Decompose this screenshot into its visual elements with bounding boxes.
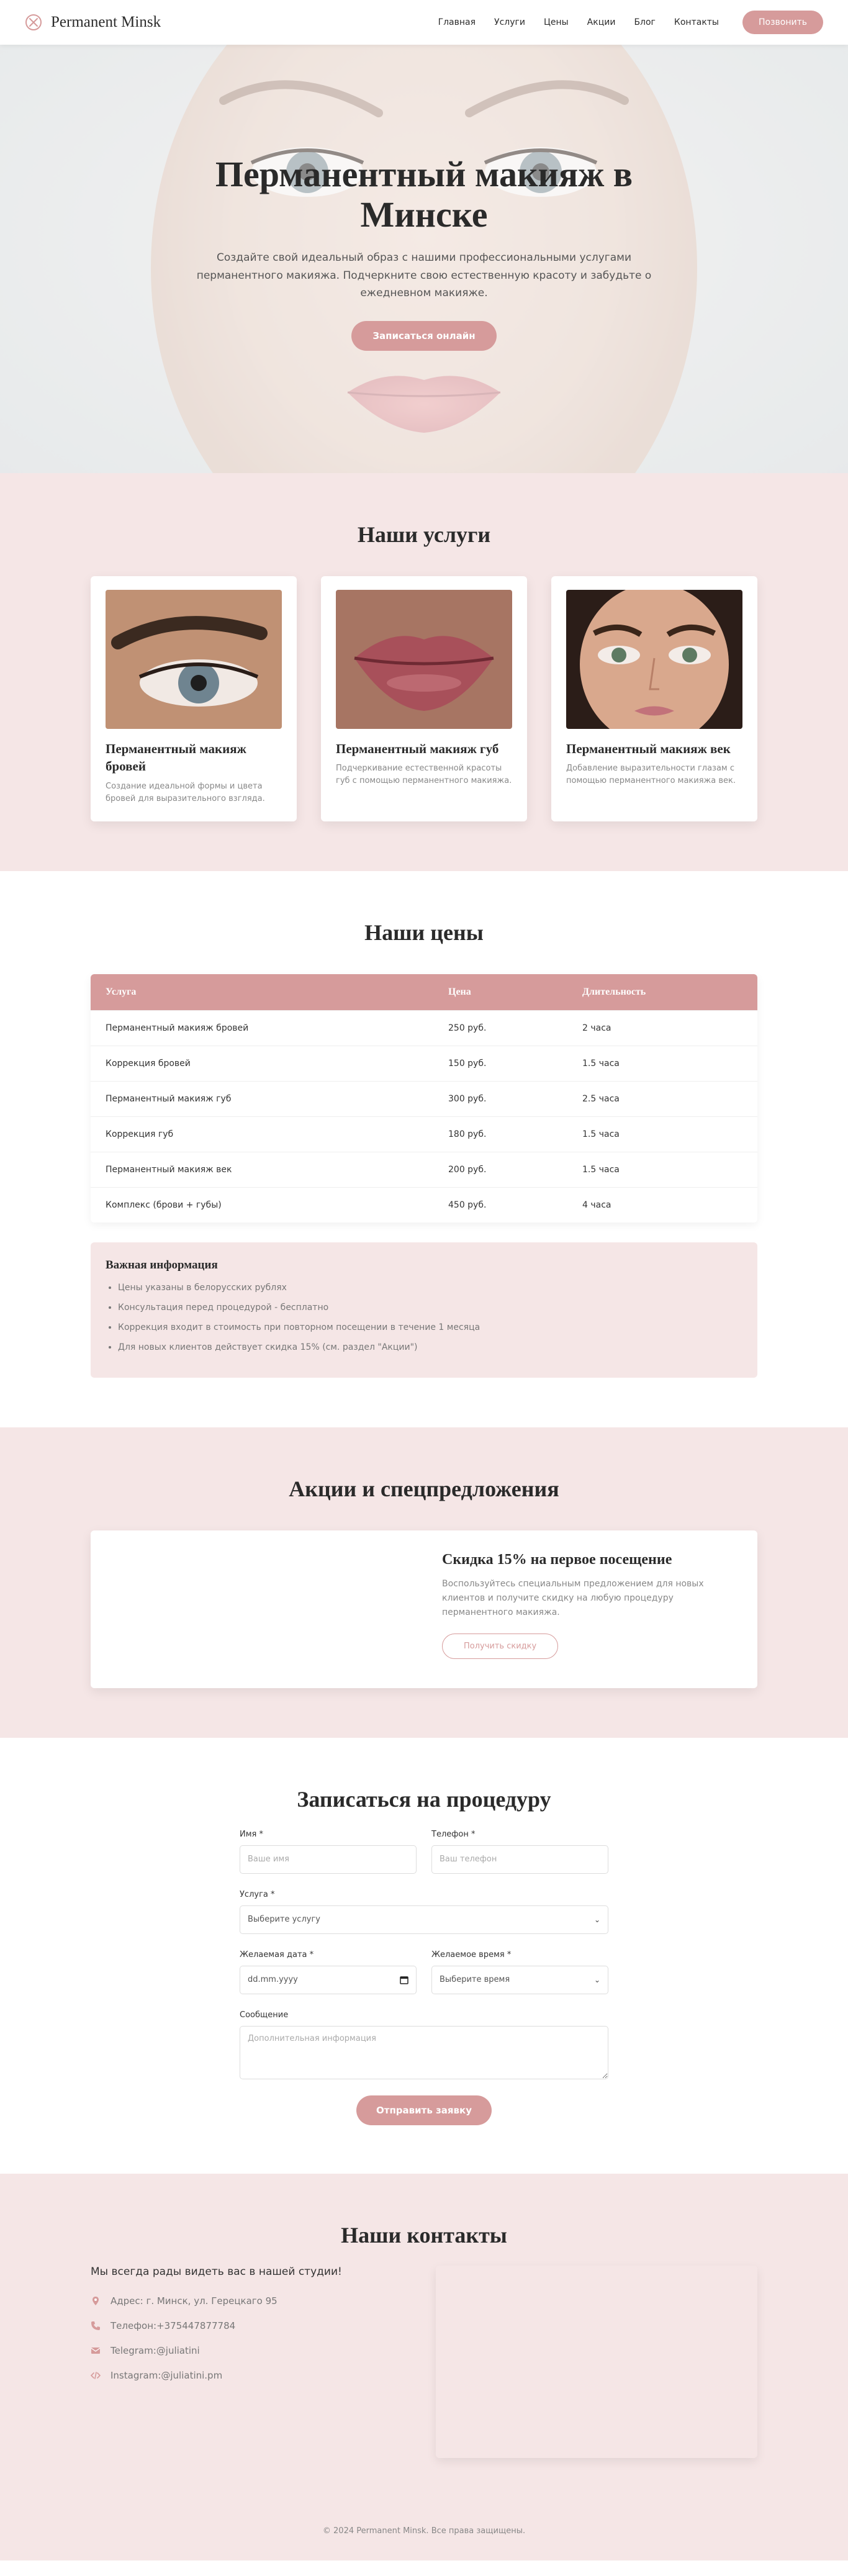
time-select-value: Выберите время [440, 1975, 510, 1985]
info-title: Важная информация [106, 1258, 218, 1272]
list-item: • Для новых клиентов действует скидка 15% (см. раздел "Акции") [118, 1343, 742, 1352]
booking-section [0, 1738, 848, 2174]
contact-address: Адрес: г. Минск, ул. Герецкаго 95 [91, 2295, 401, 2307]
service-label: Услуга * [240, 1889, 275, 1899]
service-title: Перманентный макияж век [566, 741, 731, 756]
service-desc: Добавление выразительности глазам с помощью перманентного макияжа век. [566, 764, 736, 786]
services-title: Наши услуги [357, 522, 491, 547]
price-table [91, 974, 757, 1222]
eyelids-image [566, 590, 742, 729]
service-desc: Подчеркивание естественной красоты губ с помощью перманентного макияжа. [336, 764, 512, 786]
contact-info [91, 2266, 401, 2458]
nav-promo[interactable]: Акции [587, 17, 616, 27]
contact-instagram[interactable]: Instagram:@juliatini.pm [91, 2370, 401, 2381]
services-list [91, 576, 757, 821]
main-nav [438, 11, 823, 34]
hero-text: Создайте свой идеальный образ с нашими профессиональными услугами перманентного макияжа. Подчеркните свою естественную красоту и забудьте о ежедневном макияже. [196, 251, 652, 300]
map-placeholder[interactable] [436, 2266, 757, 2458]
table-row: Перманентный макияж губ 300 руб. 2.5 часа [91, 1081, 757, 1116]
nav-services[interactable]: Услуги [494, 17, 525, 27]
hero-section [0, 45, 848, 473]
prices-section [0, 871, 848, 1427]
code-icon [91, 2370, 101, 2380]
envelope-icon [91, 2346, 101, 2356]
table-row: Коррекция бровей 150 руб. 1.5 часа [91, 1046, 757, 1081]
services-section [0, 473, 848, 871]
chevron-down-icon: ⌄ [593, 1915, 600, 1924]
phone-icon [91, 2321, 101, 2331]
submit-button[interactable]: Отправить заявку [356, 2095, 492, 2125]
promo-image [91, 1530, 442, 1688]
name-input[interactable] [240, 1845, 417, 1874]
map-pin-icon [91, 2296, 101, 2306]
nav-contacts[interactable]: Контакты [674, 17, 719, 27]
booking-title: Записаться на процедуру [297, 1786, 551, 1812]
lips-image [336, 590, 512, 729]
prices-title: Наши цены [364, 920, 484, 945]
promo-card-text: Воспользуйтесь специальным предложением для новых клиентов и получите скидку на любую процедуру перманентного макияжа. [442, 1578, 704, 1618]
chevron-down-icon: ⌄ [593, 1975, 600, 1984]
phone-input[interactable] [431, 1845, 608, 1874]
brand-name: Permanent Minsk [51, 14, 161, 30]
nav-home[interactable]: Главная [438, 17, 476, 27]
contacts-section [0, 2174, 848, 2560]
service-select-value: Выберите услугу [248, 1915, 320, 1925]
message-label: Сообщение [240, 2010, 289, 2020]
get-discount-button[interactable]: Получить скидку [442, 1634, 558, 1659]
date-input[interactable] [240, 1966, 417, 1994]
hero-title: Перманентный макияж в Минске [215, 153, 633, 235]
list-item: • Коррекция входит в стоимость при повторном посещении в течение 1 месяца [118, 1323, 742, 1332]
copyright-text: © 2024 Permanent Minsk. Все права защищены. [322, 2526, 526, 2536]
col-price: Цена [433, 974, 567, 1011]
service-card-brows[interactable] [91, 576, 297, 821]
promo-section [0, 1427, 848, 1738]
table-row: Перманентный макияж век 200 руб. 1.5 часа [91, 1152, 757, 1187]
nav-blog[interactable]: Блог [634, 17, 656, 27]
list-item: • Цены указаны в белорусских рублях [118, 1283, 742, 1292]
contact-phone[interactable]: Телефон:+375447877784 [91, 2320, 401, 2331]
time-select[interactable] [431, 1966, 608, 1994]
phone-label: Телефон * [431, 1829, 476, 1839]
promo-card-title: Скидка 15% на первое посещение [442, 1551, 672, 1568]
list-item: • Консультация перед процедурой - бесплатно [118, 1303, 742, 1312]
service-card-lips[interactable] [321, 576, 527, 821]
hero-content [188, 155, 660, 351]
promo-card [91, 1530, 757, 1688]
table-row: Комплекс (брови + губы) 450 руб. 4 часа [91, 1187, 757, 1222]
nav-prices[interactable]: Цены [543, 17, 569, 27]
date-label: Желаемая дата * [240, 1950, 314, 1959]
contacts-intro: Мы всегда рады видеть вас в нашей студии! [91, 2265, 342, 2278]
promo-title: Акции и спецпредложения [289, 1476, 559, 1501]
message-textarea[interactable] [240, 2026, 608, 2079]
service-select[interactable] [240, 1905, 608, 1934]
booking-form [240, 1830, 608, 2125]
important-info-box [91, 1242, 757, 1378]
info-list [106, 1283, 742, 1352]
service-title: Перманентный макияж губ [336, 741, 499, 756]
name-label: Имя * [240, 1829, 263, 1839]
time-label: Желаемое время * [431, 1950, 512, 1959]
call-button[interactable]: Позвонить [742, 11, 823, 34]
date-input-value: dd.mm.yyyy [248, 1975, 298, 1985]
table-row: Коррекция губ 180 руб. 1.5 часа [91, 1116, 757, 1152]
contacts-title: Наши контакты [341, 2222, 507, 2248]
contact-telegram[interactable]: Telegram:@juliatini [91, 2345, 401, 2356]
site-footer [0, 2458, 848, 2560]
brows-image [106, 590, 282, 729]
table-row: Перманентный макияж бровей 250 руб. 2 часа [91, 1010, 757, 1046]
logo-icon [25, 14, 42, 31]
site-header [0, 0, 848, 45]
book-online-button[interactable]: Записаться онлайн [351, 321, 496, 351]
service-card-eyelids[interactable] [551, 576, 757, 821]
service-title: Перманентный макияж бровей [106, 741, 246, 774]
col-service: Услуга [91, 974, 433, 1011]
calendar-icon[interactable] [400, 1976, 408, 1984]
service-desc: Создание идеальной формы и цвета бровей для выразительного взгляда. [106, 781, 265, 803]
col-duration: Длительность [567, 974, 757, 1011]
brand[interactable] [25, 14, 161, 31]
